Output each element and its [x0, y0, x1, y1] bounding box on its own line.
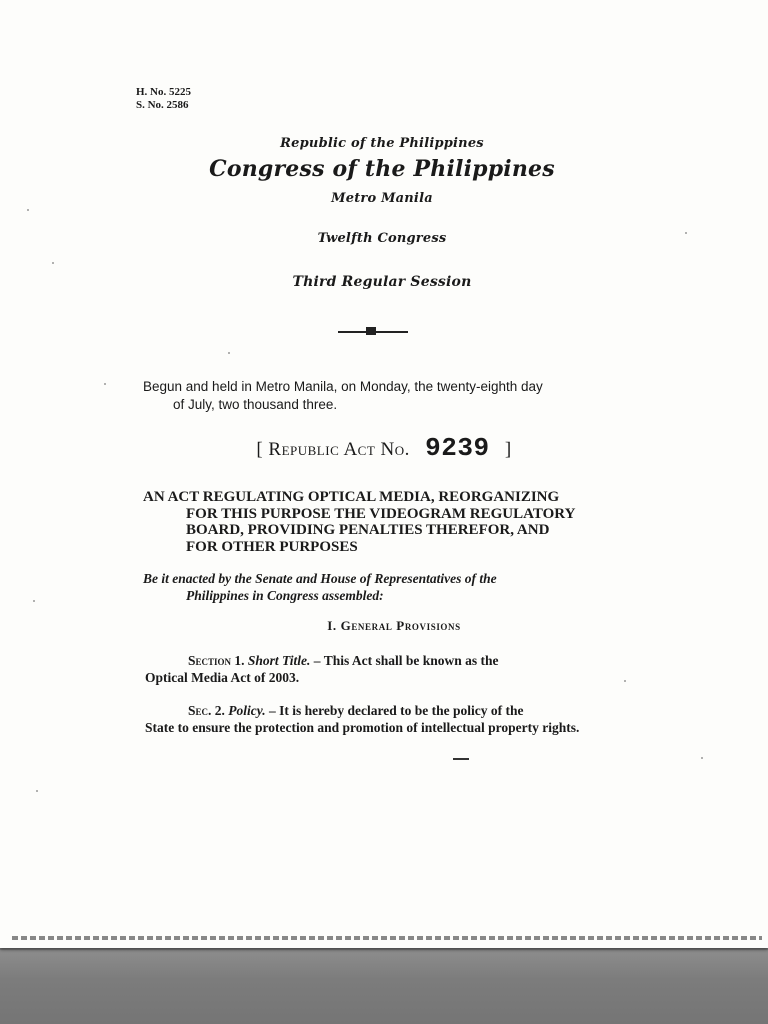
republic-act-label: Republic Act No.	[268, 439, 410, 460]
section-1-text-line-1: This Act shall be known as the	[323, 653, 499, 668]
scan-speck	[624, 680, 626, 682]
section-2-dash: –	[265, 703, 280, 718]
house-bill-number: H. No. 5225	[136, 86, 191, 98]
section-2-text-rest: State to ensure the protection and promotion of intellectual property rights.	[145, 720, 580, 735]
section-2-title: Policy.	[228, 703, 266, 718]
header-congress-number: Twelfth Congress	[317, 231, 447, 246]
scan-speck	[36, 790, 38, 792]
scan-speck	[27, 209, 29, 211]
paper-bottom-edge	[12, 936, 762, 940]
senate-bill-number: S. No. 2586	[136, 99, 189, 111]
scan-speck	[33, 600, 35, 602]
continuation-dash	[453, 758, 469, 760]
act-title-line-4: FOR OTHER PURPOSES	[186, 538, 358, 555]
scan-speck	[104, 383, 106, 385]
part-heading: I. General Provisions	[327, 618, 461, 633]
header-congress: Congress of the Philippines	[209, 156, 555, 182]
republic-act-number: 9239	[425, 433, 490, 463]
section-2	[145, 702, 607, 736]
section-2-first-line	[145, 702, 607, 719]
enacting-clause	[143, 570, 608, 604]
begun-line-2: of July, two thousand three.	[173, 397, 338, 412]
act-title-line-2: FOR THIS PURPOSE THE VIDEOGRAM REGULATORY	[186, 505, 576, 522]
scan-speck	[685, 232, 687, 234]
section-1-label: Section 1.	[188, 653, 245, 668]
section-2-label: Sec. 2.	[188, 703, 225, 718]
enacting-line-2: Philippines in Congress assembled:	[186, 588, 384, 603]
scanner-background	[0, 950, 768, 1024]
section-1-first-line	[145, 652, 607, 669]
close-bracket: ]	[504, 439, 512, 460]
scan-speck	[228, 352, 230, 354]
open-bracket: [	[256, 439, 264, 460]
begun-line-1: Begun and held in Metro Manila, on Monday, the twenty-eighth day	[143, 379, 543, 394]
section-1-dash: –	[310, 653, 324, 668]
begun-statement	[143, 378, 613, 414]
scan-speck	[701, 757, 703, 759]
header-republic: Republic of the Philippines	[280, 136, 484, 151]
header-session: Third Regular Session	[292, 274, 472, 290]
section-1	[145, 652, 607, 686]
enacting-line-1: Be it enacted by the Senate and House of Representatives of the	[143, 571, 497, 586]
scan-speck	[52, 262, 54, 264]
header-location: Metro Manila	[331, 191, 433, 206]
section-2-text-line-1: It is hereby declared to be the policy of the	[279, 703, 524, 718]
ornament-divider-mark	[366, 327, 376, 335]
section-1-text-rest: Optical Media Act of 2003.	[145, 670, 300, 685]
act-title-line-3: BOARD, PROVIDING PENALTIES THEREFOR, AND	[186, 522, 550, 538]
republic-act-title	[0, 433, 768, 463]
act-title-line-1: AN ACT REGULATING OPTICAL MEDIA, REORGANIZING	[143, 489, 560, 505]
act-title	[143, 489, 608, 555]
section-1-title: Short Title.	[247, 653, 311, 668]
bill-numbers	[136, 86, 191, 112]
